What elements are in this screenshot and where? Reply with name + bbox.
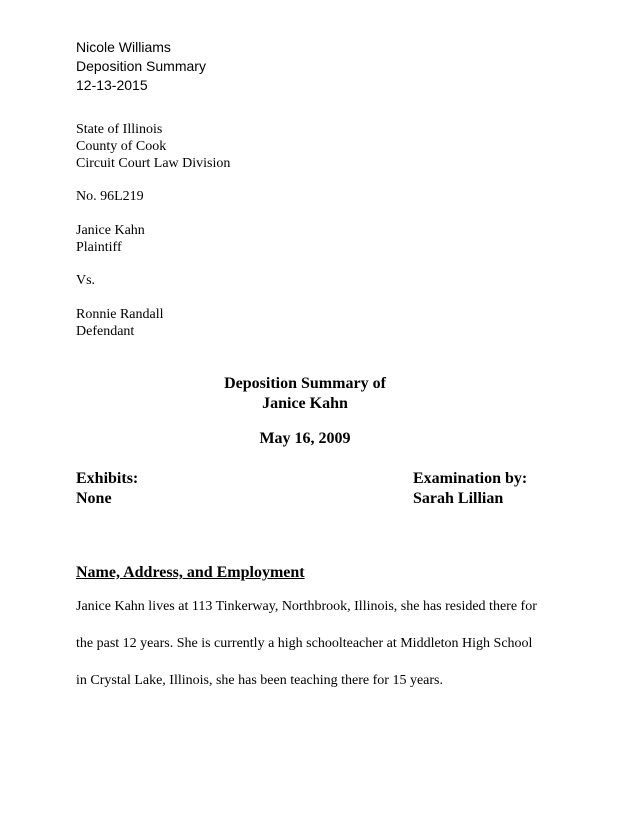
defendant-label: Defendant [76,324,135,339]
examination-label: Examination by: [413,470,528,487]
versus-block [76,272,95,289]
plaintiff-block [76,222,145,256]
body-line-2: the past 12 years. She is currently a high schoolteacher at Middleton High School [76,636,533,651]
section-heading: Name, Address, and Employment [76,564,305,581]
document-header [76,38,206,95]
title-line-1: Deposition Summary of [224,375,386,392]
exhibits-value: None [76,490,112,507]
versus-text: Vs. [76,273,96,288]
examination-value: Sarah Lillian [413,490,504,507]
case-number-block [76,188,144,205]
body-line-3: in Crystal Lake, Illinois, she has been teaching there for 15 years. [76,673,443,688]
county-line: County of Cook [76,139,167,154]
document-type: Deposition Summary [76,58,206,74]
body-line-1: Janice Kahn lives at 113 Tinkerway, Northbrook, Illinois, she has resided there for [76,599,537,614]
defendant-name: Ronnie Randall [76,307,164,322]
examination-block [413,469,527,509]
deposition-date-block [180,429,430,449]
defendant-block [76,306,164,340]
title-line-2: Janice Kahn [262,395,348,412]
court-jurisdiction [76,121,230,172]
document-date: 12-13-2015 [76,77,148,93]
case-number: No. 96L219 [76,189,144,204]
exhibits-block [76,469,138,509]
deposition-date: May 16, 2009 [259,430,351,447]
plaintiff-label: Plaintiff [76,240,122,255]
plaintiff-name: Janice Kahn [76,223,145,238]
author-name: Nicole Williams [76,39,171,55]
state-line: State of Illinois [76,122,163,137]
exhibits-label: Exhibits: [76,470,139,487]
court-line: Circuit Court Law Division [76,156,231,171]
document-title [180,374,430,414]
